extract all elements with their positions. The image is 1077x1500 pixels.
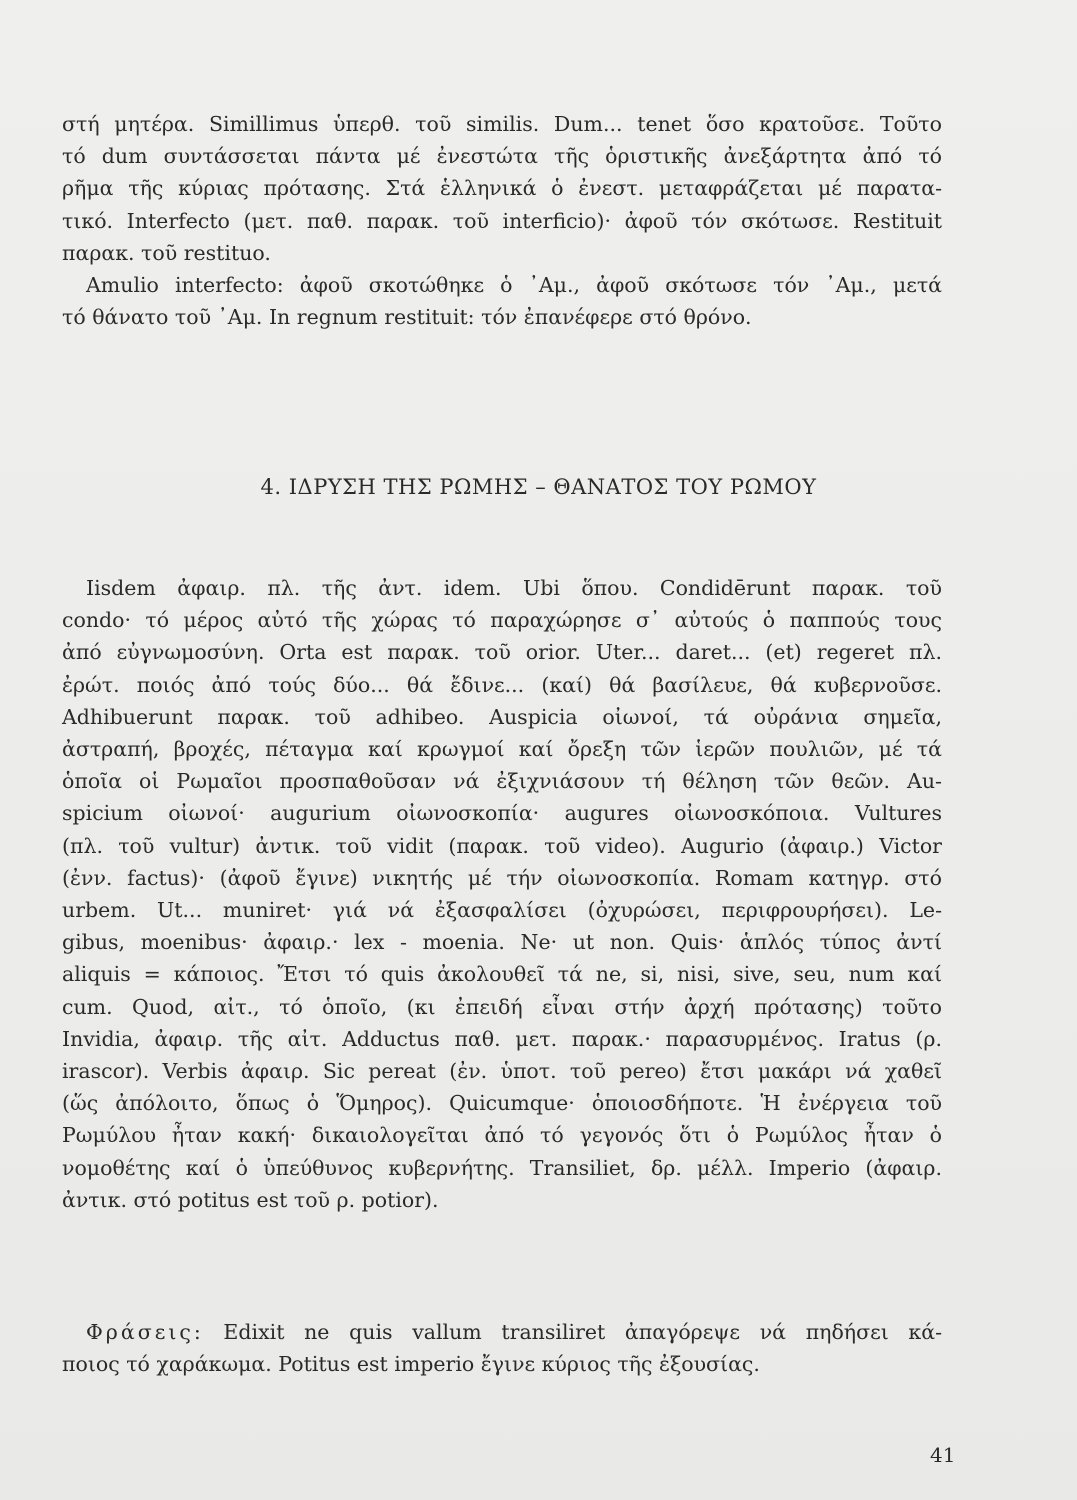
text-line: ἀντικ. στό potitus est τοῦ ρ. potior). — [62, 1187, 439, 1212]
text-line: ποιος τό χαράκωμα. Potitus est imperio ἔγινε κύριος τῆς ἐξουσίας. — [62, 1352, 760, 1377]
text-line: τικό. Interfecto (μετ. παθ. παρακ. τοῦ interficio)· ἀφοῦ τόν σκότωσε. Restituit — [62, 208, 942, 233]
text-line: aliquis = κάποιος. Ἔτσι τό quis ἀκολουθεῖ τά ne, si, nisi, sive, seu, num καί — [62, 962, 942, 987]
text-line — [62, 1316, 942, 1348]
intro-paragraph — [62, 108, 942, 333]
text-line: ἀστραπή, βροχές, πέταγμα καί κρωγμοί καί ὄρεξη τῶν ἱερῶν πουλιῶν, μέ τά — [62, 737, 942, 762]
text-line: ἀπό εὐγνωμοσύνη. Orta est παρακ. τοῦ orior. Uter... daret... (et) regeret πλ. — [62, 640, 942, 665]
text-line: Amulio interfecto: ἀφοῦ σκοτώθηκε ὁ ᾿Αμ., ἀφοῦ σκότωσε τόν ᾿Αμ., μετά — [86, 273, 942, 298]
text-line: (ὥς ἀπόλοιτο, ὅπως ὁ Ὅμηρος). Quicumque· ὁποιοσδήποτε. Ἡ ἐνέργεια τοῦ — [62, 1091, 942, 1116]
text-line: ρῆμα τῆς κύριας πρότασης. Στά ἑλληνικά ὁ ἐνεστ. μεταφράζεται μέ παρατα- — [62, 176, 942, 201]
text-line: στή μητέρα. Simillimus ὑπερθ. τοῦ similis. Dum... tenet ὅσο κρατοῦσε. Τοῦτο — [62, 112, 942, 136]
section-heading: 4. ΙΔΡΥΣΗ ΤΗΣ ΡΩΜΗΣ – ΘΑΝΑΤΟΣ ΤΟΥ ΡΩΜΟΥ — [260, 475, 817, 499]
commentary-paragraph — [62, 572, 942, 1216]
phrases-text: Edixit ne quis vallum transiliret ἀπαγόρεψε νά πηδήσει κά- — [203, 1320, 942, 1344]
phrases-paragraph — [62, 1316, 942, 1380]
text-line: ὁποῖα οἱ Ρωμαῖοι προσπαθοῦσαν νά ἐξιχνιάσουν τή θέληση τῶν θεῶν. Au- — [62, 769, 942, 794]
text-line: τό dum συντάσσεται πάντα μέ ἐνεστώτα τῆς ὁριστικῆς ἀνεξάρτητα ἀπό τό — [62, 144, 942, 169]
text-line: spicium οἰωνοί· augurium οἰωνοσκοπία· augures οἰωνοσκόποια. Vultures — [62, 801, 942, 826]
text-line: cum. Quod, αἰτ., τό ὁποῖο, (κι ἐπειδή εἶναι στήν ἀρχή πρότασης) τοῦτο — [62, 994, 942, 1019]
text-line: urbem. Ut... muniret· γιά νά ἐξασφαλίσει (ὀχυρώσει, περιφρουρήσει). Le- — [62, 898, 942, 923]
text-line: νομοθέτης καί ὁ ὑπεύθυνος κυβερνήτης. Transiliet, δρ. μέλλ. Imperio (ἀφαιρ. — [62, 1155, 942, 1180]
text-line: Ρωμύλου ἦταν κακή· δικαιολογεῖται ἀπό τό γεγονός ὅτι ὁ Ρωμύλος ἦταν ὁ — [62, 1123, 942, 1148]
text-line: gibus, moenibus· ἀφαιρ.· lex - moenia. Ne· ut non. Quis· ἁπλός τύπος ἀντί — [62, 930, 942, 955]
text-line: irascor). Verbis ἀφαιρ. Sic pereat (ἐν. ὑποτ. τοῦ pereo) ἔτσι μακάρι νά χαθεῖ — [62, 1059, 942, 1084]
text-line: condo· τό μέρος αὐτό τῆς χώρας τό παραχώρησε σ᾿ αὐτούς ὁ παππούς τους — [62, 608, 942, 633]
text-line: Invidia, ἀφαιρ. τῆς αἰτ. Adductus παθ. μετ. παρακ.· παρασυρμένος. Iratus (ρ. — [62, 1026, 942, 1051]
text-line: Iisdem ἀφαιρ. πλ. τῆς ἀντ. idem. Ubi ὅπου. Condidērunt παρακ. τοῦ — [86, 576, 942, 600]
text-line: (ἐνν. factus)· (ἀφοῦ ἔγινε) νικητής μέ τήν οἰωνοσκοπία. Romam κατηγρ. στό — [62, 865, 942, 890]
text-line: (πλ. τοῦ vultur) ἀντικ. τοῦ vidit (παρακ. τοῦ video). Augurio (ἀφαιρ.) Victor — [62, 833, 942, 858]
text-line: ἐρώτ. ποιός ἀπό τούς δύο... θά ἔδινε... (καί) θά βασίλευε, θά κυβερνοῦσε. — [62, 672, 942, 697]
page-number: 41 — [930, 1443, 956, 1467]
text-line: τό θάνατο τοῦ ᾿Αμ. In regnum restituit: τόν ἐπανέφερε στό θρόνο. — [62, 305, 752, 330]
text-line: Adhibuerunt παρακ. τοῦ adhibeo. Auspicia οἰωνοί, τά οὐράνια σημεῖα, — [62, 704, 942, 729]
text-line: παρακ. τοῦ restituo. — [62, 240, 271, 265]
phrases-label: Φράσεις: — [86, 1320, 204, 1344]
